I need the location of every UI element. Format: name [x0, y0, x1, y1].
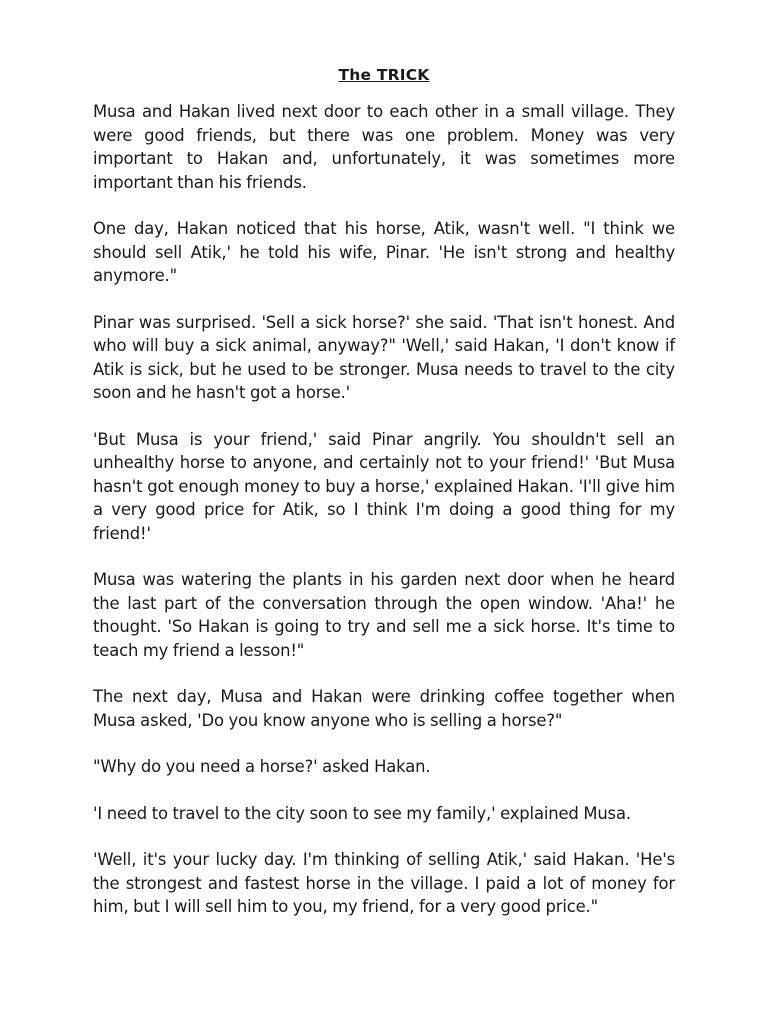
paragraph-9: 'Well, it's your lucky day. I'm thinking of selling Atik,' said Hakan. 'He's the strongest and fastest horse in the village. I paid a lot of money for him, but I will sell him to you, my friend, for a very good price." [93, 850, 675, 916]
paragraph-6: The next day, Musa and Hakan were drinking coffee together when Musa asked, 'Do you know anyone who is selling a horse?" [93, 687, 675, 730]
paragraph-5: Musa was watering the plants in his garden next door when he heard the last part of the conversation through the open window. 'Aha!' he thought. 'So Hakan is going to try and sell me a sick horse. It's time to teach my friend a lesson!" [93, 570, 675, 660]
paragraph-1: Musa and Hakan lived next door to each other in a small village. They were good friends, but there was one problem. Money was very important to Hakan and, unfortunately, it was sometimes more important than his friends. [93, 102, 675, 192]
paragraph-3: Pinar was surprised. 'Sell a sick horse?' she said. 'That isn't honest. And who will buy a sick animal, anyway?" 'Well,' said Hakan, 'I don't know if Atik is sick, but he used to be stronger. Musa needs to travel to the city soon and he hasn't got a horse.' [93, 312, 675, 402]
document-title: The TRICK [338, 66, 430, 84]
paragraph-2: One day, Hakan noticed that his horse, Atik, wasn't well. "I think we should sell Atik,' he told his wife, Pinar. 'He isn't strong and healthy anymore." [93, 219, 675, 285]
paragraph-7: "Why do you need a horse?' asked Hakan. [93, 757, 431, 776]
paragraph-8: 'I need to travel to the city soon to see my family,' explained Musa. [93, 803, 631, 823]
document-page [93, 66, 675, 942]
paragraph-4: 'But Musa is your friend,' said Pinar angrily. You shouldn't sell an unhealthy horse to anyone, and certainly not to your friend!' 'But Musa hasn't got enough money to buy a horse,' explained Hakan. 'I'll give him a very good price for Atik, so I think I'm doing a good thing for my friend!' [93, 429, 675, 543]
